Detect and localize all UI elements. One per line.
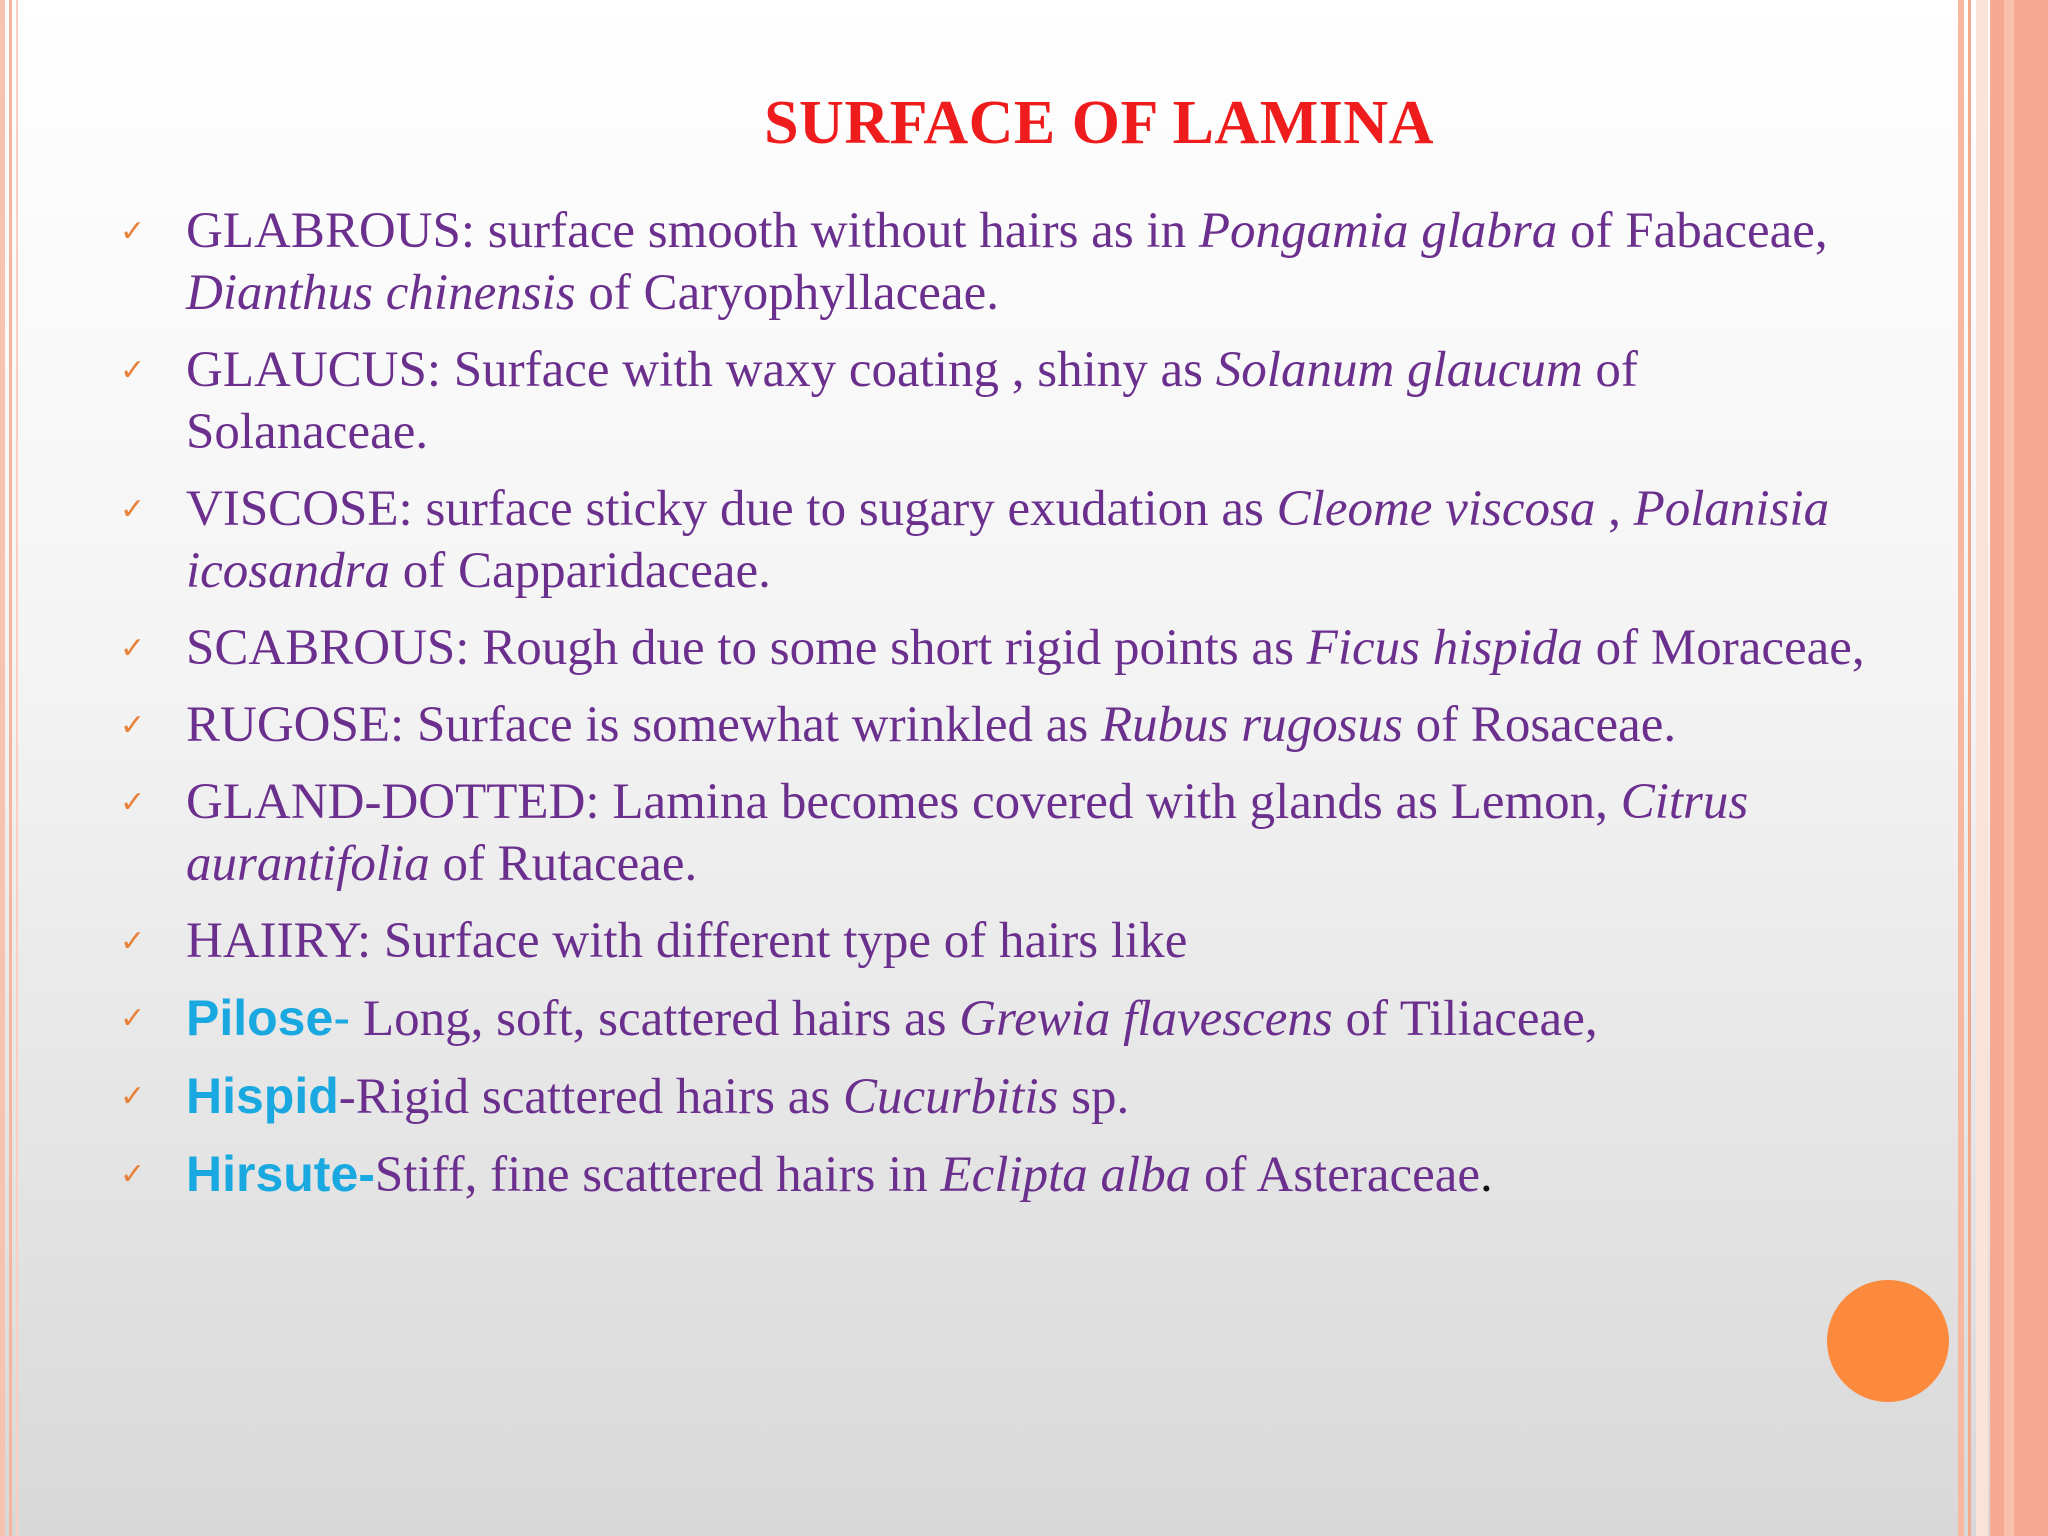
list-item-scabrous: ✓ SCABROUS: Rough due to some short rigid points as Ficus hispida of Moraceae, <box>120 620 1865 676</box>
term-label: SCABROUS: <box>186 620 470 676</box>
species-name: Dianthus chinensis <box>186 265 576 321</box>
species-name: Ficus hispida <box>1306 620 1583 676</box>
list-item-glabrous: ✓ GLABROUS: surface smooth without hairs as in Pongamia glabra of Fabaceae, Dianthus chinensis of Caryophyllaceae. <box>120 203 1828 321</box>
list-item-pilose: ✓ Pilose- Long, soft, scattered hairs as Grewia flavescens of Tiliaceae, <box>120 989 1598 1047</box>
left-decorative-border <box>0 0 26 1536</box>
checkmark-icon: ✓ <box>120 631 146 666</box>
term-label: VISCOSE: <box>186 481 413 537</box>
species-name: Polanisia icosandra <box>186 481 1830 599</box>
species-name: Cleome viscosa <box>1276 481 1596 537</box>
list-item-rugose: ✓ RUGOSE: Surface is somewhat wrinkled as Rubus rugosus of Rosaceae. <box>120 697 1677 753</box>
bullet-list <box>120 200 1880 1221</box>
checkmark-icon: ✓ <box>120 492 146 527</box>
species-name: Solanum glaucum <box>1215 342 1583 398</box>
term-label: Hispid <box>186 1068 339 1124</box>
list-item-viscose: ✓ VISCOSE: surface sticky due to sugary exudation as Cleome viscosa , Polanisia icosandra of Capparidaceae. <box>120 481 1830 599</box>
list-item-glaucus: ✓ GLAUCUS: Surface with waxy coating , shiny as Solanum glaucum of Solanaceae. <box>120 342 1638 460</box>
term-label: RUGOSE: <box>186 697 405 753</box>
checkmark-icon: ✓ <box>120 1001 146 1036</box>
list-item-gland-dotted: ✓ GLAND-DOTTED: Lamina becomes covered with glands as Lemon, Citrus aurantifolia of Rutaceae. <box>120 774 1749 892</box>
checkmark-icon: ✓ <box>120 708 146 743</box>
species-name: Grewia flavescens <box>959 991 1333 1047</box>
list-item-hairy: ✓ HAIIRY: Surface with different type of hairs like <box>120 913 1188 969</box>
term-label: HAIIRY: <box>186 913 372 969</box>
species-name: Cucurbitis <box>842 1069 1059 1125</box>
checkmark-icon: ✓ <box>120 785 146 820</box>
term-label: GLABROUS: <box>186 203 476 259</box>
list-item-hispid: ✓ Hispid-Rigid scattered hairs as Cucurbitis sp. <box>120 1068 1130 1125</box>
species-name: Rubus rugosus <box>1101 697 1403 753</box>
term-label: GLAUCUS: <box>186 342 442 398</box>
term-label: Hirsute- <box>186 1146 375 1202</box>
term-label: Pilose <box>186 990 334 1046</box>
checkmark-icon: ✓ <box>120 924 146 959</box>
right-decorative-border <box>1958 0 2048 1536</box>
species-name: Eclipta alba <box>940 1147 1192 1203</box>
orange-accent-circle <box>1827 1280 1949 1402</box>
species-name: Pongamia glabra <box>1198 203 1558 259</box>
checkmark-icon: ✓ <box>120 1157 146 1192</box>
term-label: GLAND-DOTTED: <box>186 774 600 830</box>
checkmark-icon: ✓ <box>120 1079 146 1114</box>
species-name: Citrus aurantifolia <box>186 774 1749 892</box>
checkmark-icon: ✓ <box>120 214 146 249</box>
slide-title: SURFACE OF LAMINA <box>764 89 1434 157</box>
list-item-hirsute: ✓ Hirsute-Stiff, fine scattered hairs in Eclipta alba of Asteraceae. <box>120 1146 1493 1203</box>
checkmark-icon: ✓ <box>120 353 146 388</box>
